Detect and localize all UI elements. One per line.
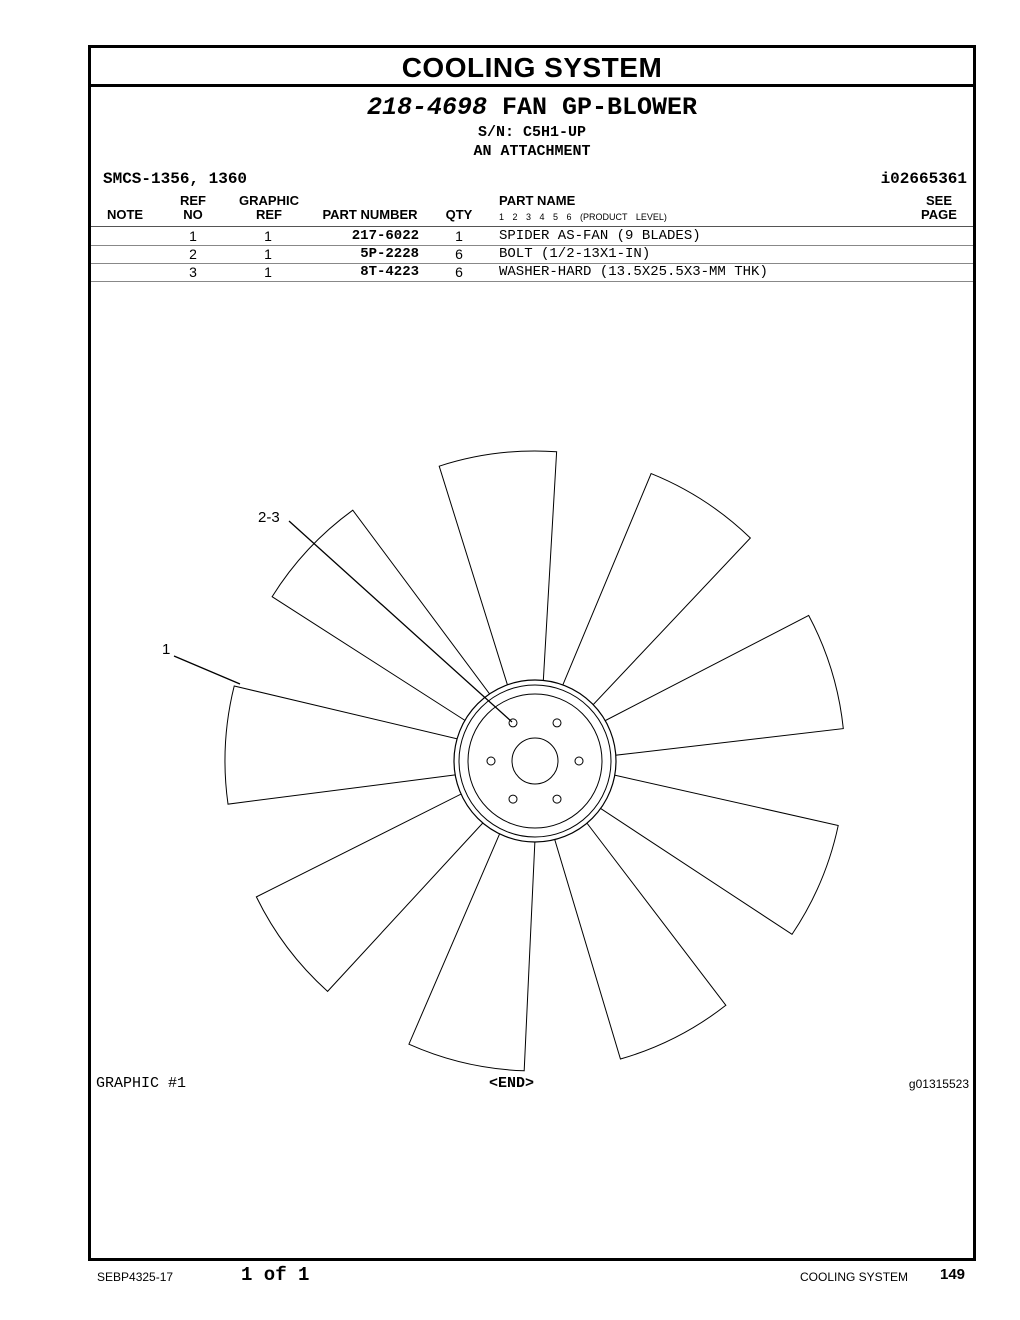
graphic-id: g01315523 — [908, 1077, 969, 1091]
col-graphic-bottom: REF — [256, 207, 282, 222]
col-ref-bottom: NO — [183, 207, 203, 222]
graphic-ref: 1 — [264, 264, 272, 280]
group-number: 218-4698 — [366, 93, 487, 122]
center-bore — [512, 738, 558, 784]
bolt-hole — [487, 757, 495, 765]
quantity: 6 — [455, 264, 463, 280]
end-marker: <END> — [489, 1075, 535, 1092]
smcs-code: SMCS-1356, 1360 — [103, 170, 248, 188]
graphic-label: GRAPHIC #1 — [96, 1075, 187, 1092]
part-name: BOLT (1/2-13X1-IN) — [499, 246, 651, 262]
group-name: FAN GP-BLOWER — [502, 93, 698, 122]
quantity: 1 — [455, 228, 463, 244]
col-see-top: SEE — [925, 193, 952, 208]
illustration-id: i02665361 — [880, 170, 967, 188]
attachment-note: AN ATTACHMENT — [473, 143, 591, 160]
footer-section: COOLING SYSTEM — [800, 1270, 909, 1284]
bolt-hole — [509, 795, 517, 803]
col-note: NOTE — [106, 207, 144, 222]
col-part-name: PART NAME — [499, 193, 576, 208]
page-frame — [88, 45, 976, 1261]
part-number: 8T-4223 — [360, 264, 419, 280]
bolt-hole — [575, 757, 583, 765]
fan-blade — [225, 686, 460, 804]
quantity: 6 — [455, 246, 463, 262]
graphic-ref: 1 — [264, 246, 272, 262]
part-number: 5P-2228 — [360, 246, 419, 262]
footer-doc-number: SEBP4325-17 — [97, 1270, 174, 1284]
ref-no: 3 — [189, 264, 197, 280]
callout-1: 1 — [162, 641, 171, 658]
footer-page-of: 1 of 1 — [241, 1264, 310, 1286]
col-ref-top: REF — [180, 193, 206, 208]
bolt-hole — [553, 795, 561, 803]
part-number: 217-6022 — [351, 228, 419, 244]
fan-blade — [272, 510, 491, 722]
ref-no: 1 — [189, 228, 197, 244]
part-name: SPIDER AS-FAN (9 BLADES) — [499, 228, 701, 244]
col-qty: QTY — [445, 207, 473, 222]
section-title: COOLING SYSTEM — [91, 48, 973, 87]
product-levels: 1 2 3 4 5 6 (PRODUCT LEVEL) — [499, 212, 667, 222]
col-graphic-top: GRAPHIC — [239, 193, 299, 208]
ref-no: 2 — [189, 246, 197, 262]
callout-2-3: 2-3 — [258, 509, 280, 526]
col-part-number: PART NUMBER — [322, 207, 418, 222]
col-see-bottom: PAGE — [921, 207, 957, 222]
graphic-ref: 1 — [264, 228, 272, 244]
leader-line-1 — [174, 656, 240, 684]
bolt-hole — [553, 719, 561, 727]
part-name: WASHER-HARD (13.5X25.5X3-MM THK) — [499, 264, 768, 280]
footer-page-number: 149 — [940, 1266, 966, 1283]
serial-number: S/N: C5H1-UP — [477, 124, 587, 141]
